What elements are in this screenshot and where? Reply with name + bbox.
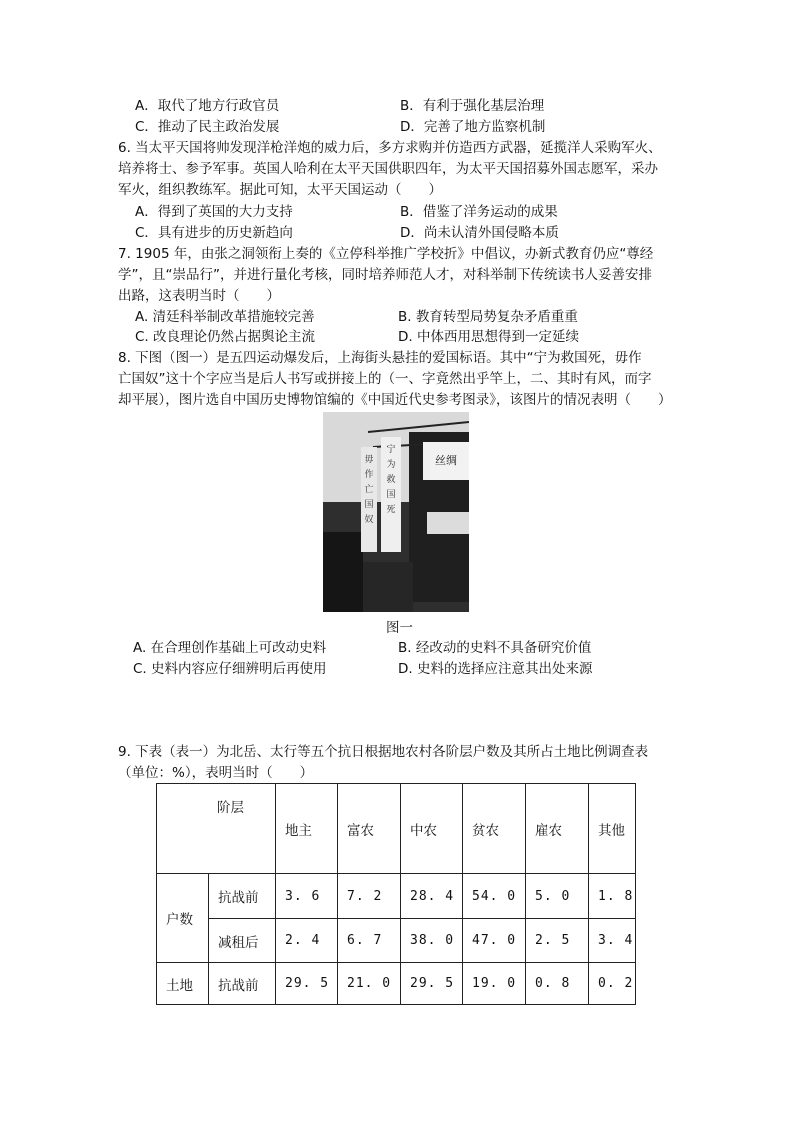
q8-stem-line-1: 8. 下图（图一）是五四运动爆发后，上海街头悬挂的爱国标语。其中“宁为救国死，毋作 [118,350,642,366]
table-row [157,874,636,919]
may-fourth-street-photo [323,412,469,612]
q6-option-d: D．尚未认清外国侵略本质 [400,225,559,241]
column-header: 雇农 [526,784,589,874]
q6-stem-line-1: 6. 当太平天国将帅发现洋枪洋炮的威力后，多方求购并仿造西方武器，延揽洋人采购军火、 [118,140,662,156]
row-group-label: 户数 [157,874,209,963]
banner-character: 国 [364,500,374,510]
table-cell: 0. 2 [589,963,636,1005]
q7-stem-line-2: 学”，且“崇品行”，并进行量化考核，同时培养师范人才，对科举制下传统读书人妥善安排 [118,267,652,283]
table-cell: 21. 0 [338,963,401,1005]
banner-character: 死 [386,505,396,515]
table-cell: 3. 4 [589,919,636,963]
q5-option-a: A．取代了地方行政官员 [135,98,280,114]
table-cell: 29. 5 [276,963,338,1005]
row-label: 减租后 [209,919,276,963]
table-cell: 5. 0 [526,874,589,919]
q5-option-c: C．推动了民主政治发展 [135,119,280,135]
q6-option-a: A．得到了英国的大力支持 [135,204,293,220]
table-cell: 19. 0 [463,963,526,1005]
header-label: 阶层 [157,784,276,874]
table-cell: 0. 8 [526,963,589,1005]
q8-stem-line-2: 亡国奴”这十个字应当是后人书写或拼接上的（一、字竟然出乎竿上，二、其时有风，而字 [118,371,652,387]
column-header: 中农 [401,784,463,874]
q6-stem-line-2: 培养将士、参予军事。英国人哈利在太平天国供职四年，为太平天国招募外国志愿军，采办 [118,161,658,177]
shop-sign-text: 丝绸 [435,454,457,467]
q5-option-b: B．有利于强化基层治理 [400,98,545,114]
table-header-row [157,784,636,874]
row-group-label: 土地 [157,963,209,1005]
q9-stem-line-2: （单位：%），表明当时（ ） [118,765,314,781]
table-cell: 2. 4 [276,919,338,963]
survey-table [156,783,636,1005]
q6-stem-line-3: 军火，组织教练军。据此可知，太平天国运动（ ） [118,182,442,198]
row-label: 抗战前 [209,963,276,1005]
table-cell: 3. 6 [276,874,338,919]
banner-character: 作 [364,470,374,480]
q7-stem-line-1: 7. 1905 年，由张之洞领衔上奏的《立停科举推广学校折》中倡议，办新式教育仍应“尊经 [118,246,654,262]
q7-option-a: A. 清廷科举制改革措施较完善 [135,309,315,325]
q7-stem-line-3: 出路，这表明当时（ ） [118,288,280,304]
table-cell: 28. 4 [401,874,463,919]
q8-option-d: D. 史料的选择应注意其出处来源 [398,661,593,677]
q8-stem-line-3: 却平展），图片选自中国历史博物馆编的《中国近代史参考图录》，该图片的情况表明（ ） [118,392,672,408]
table-cell: 47. 0 [463,919,526,963]
q8-option-b: B. 经改动的史料不具备研究价值 [398,640,592,656]
banner-character: 亡 [364,485,374,495]
table-row [157,963,636,1005]
q8-option-c: C. 史料内容应仔细辨明后再使用 [133,661,327,677]
table-cell: 2. 5 [526,919,589,963]
banner-character: 奴 [364,515,374,525]
banner-character: 国 [386,490,396,500]
column-header: 贫农 [463,784,526,874]
table-cell: 7. 2 [338,874,401,919]
q8-option-a: A. 在合理创作基础上可改动史料 [133,640,327,656]
table-row [157,919,636,963]
table-cell: 38. 0 [401,919,463,963]
q6-option-c: C．具有进步的历史新趋向 [135,225,293,241]
row-label: 抗战前 [209,874,276,919]
q7-option-d: D. 中体西用思想得到一定延续 [398,329,579,345]
table-cell: 54. 0 [463,874,526,919]
q5-option-d: D．完善了地方监察机制 [400,119,546,135]
q6-option-b: B．借鉴了洋务运动的成果 [400,204,558,220]
figure-caption: 图一 [386,620,413,636]
table-cell: 1. 8 [589,874,636,919]
table-cell: 6. 7 [338,919,401,963]
banner-character: 毋 [364,455,374,465]
column-header: 地主 [276,784,338,874]
q9-stem-line-1: 9. 下表（表一）为北岳、太行等五个抗日根据地农村各阶层户数及其所占土地比例调查表 [118,744,649,760]
banner-character: 救 [386,475,396,485]
table-cell: 29. 5 [401,963,463,1005]
column-header: 富农 [338,784,401,874]
banner-character: 宁 [386,445,396,455]
q7-option-c: C. 改良理论仍然占据舆论主流 [135,329,316,345]
q7-option-b: B. 教育转型局势复杂矛盾重重 [398,309,578,325]
column-header: 其他 [589,784,636,874]
banner-character: 为 [386,460,396,470]
